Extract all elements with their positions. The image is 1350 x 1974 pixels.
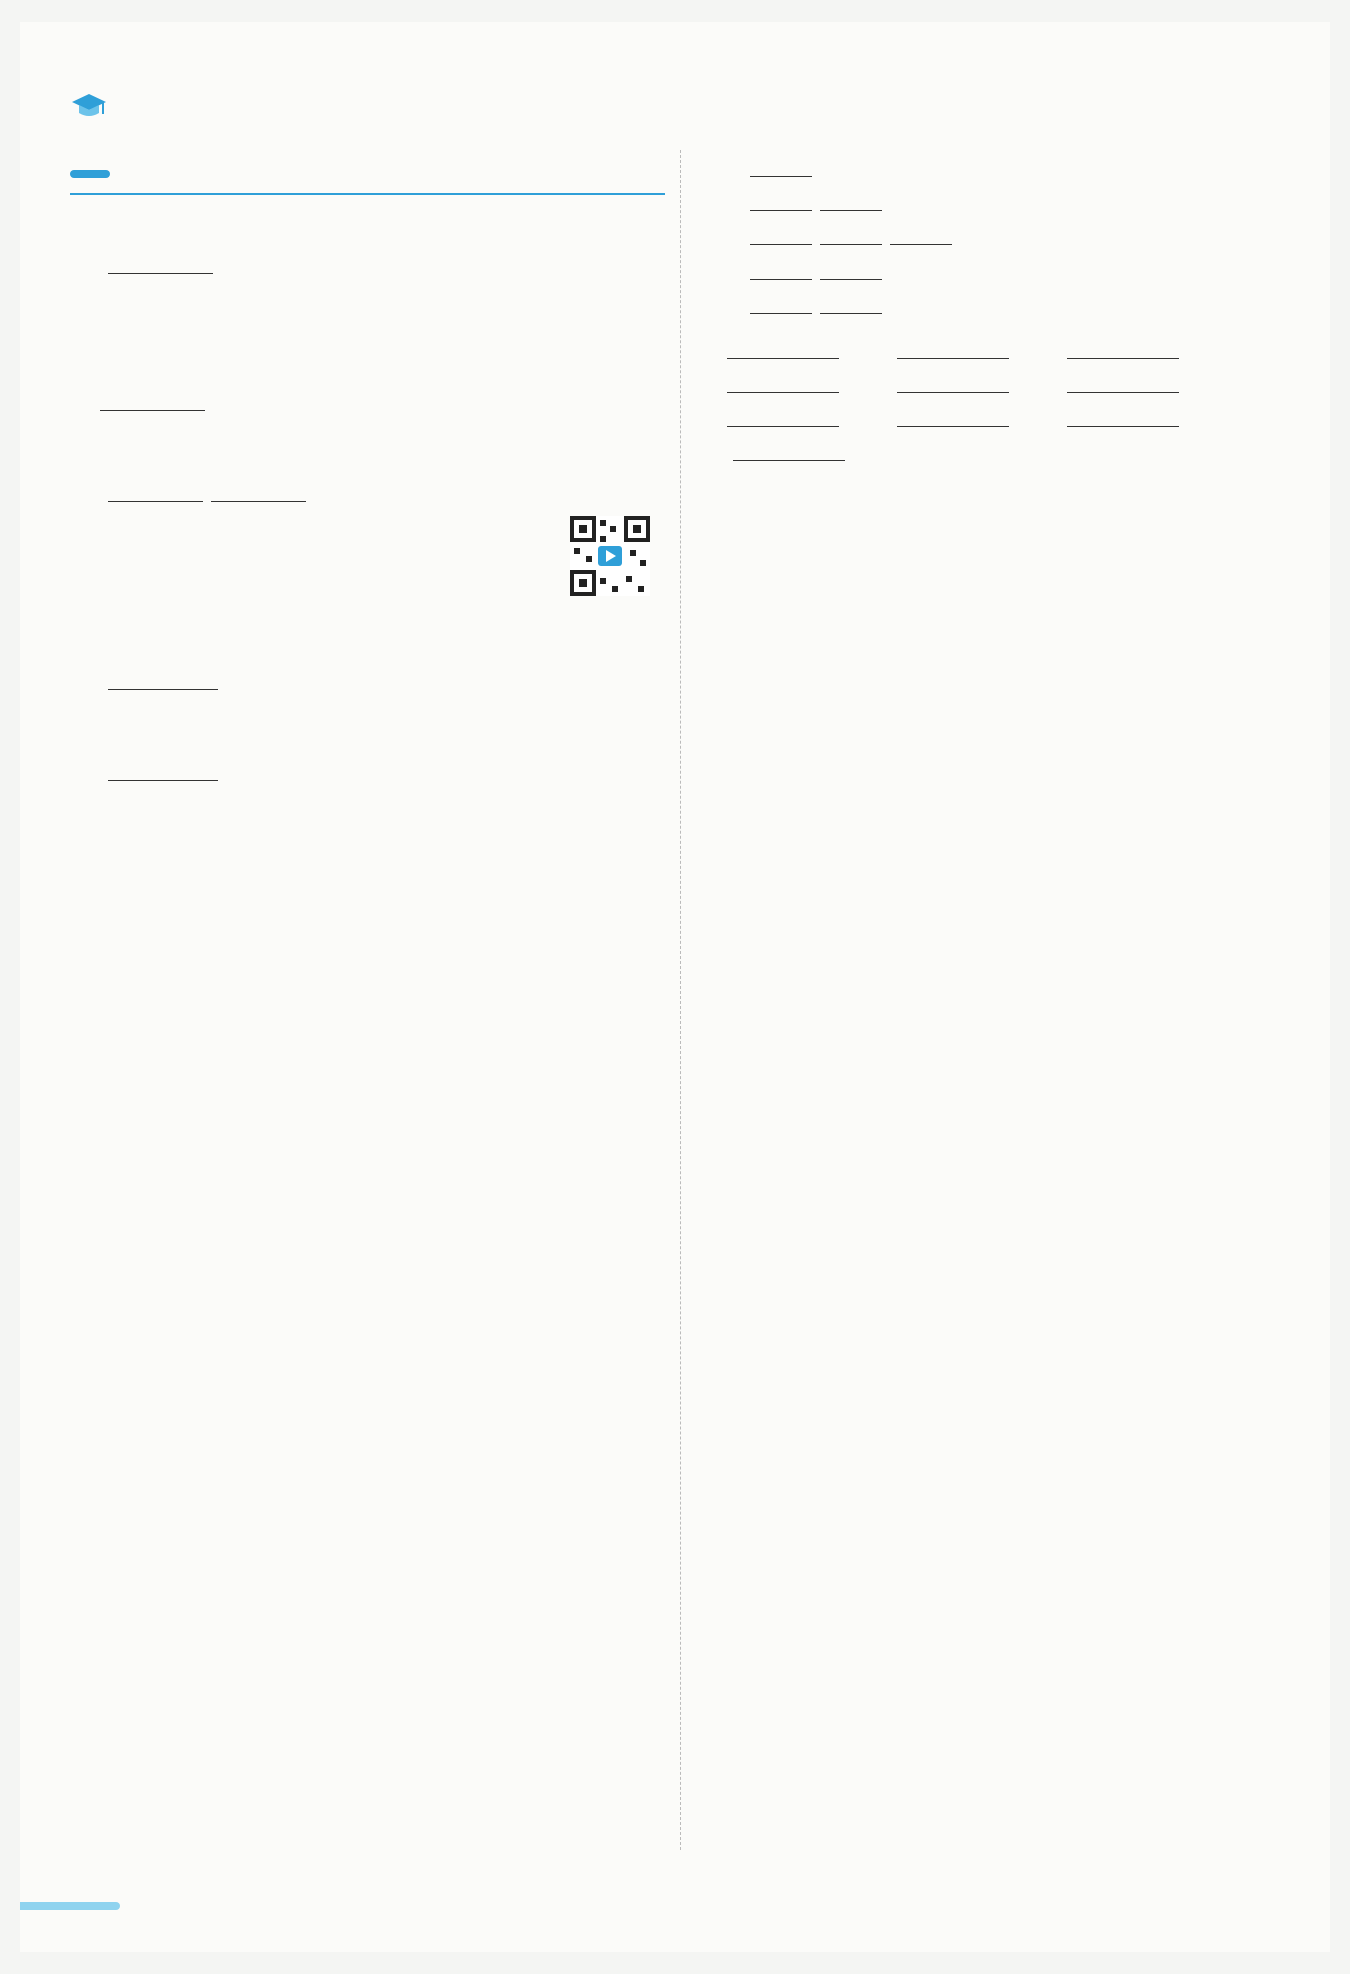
answer-blank[interactable] (100, 388, 205, 411)
question-3 (70, 471, 665, 653)
answer-blank[interactable] (108, 758, 218, 781)
answer-line[interactable] (727, 372, 839, 393)
page-number (20, 1902, 120, 1910)
answer-line[interactable] (897, 372, 1009, 393)
passage-blank-9[interactable] (750, 313, 812, 314)
passage-paragraph-4 (695, 255, 1285, 289)
banner-tag (70, 170, 110, 178)
left-column (70, 145, 665, 932)
answer-line[interactable] (897, 406, 1009, 427)
answer-blank[interactable] (108, 667, 218, 690)
exam-banner (70, 151, 665, 197)
passage-blank-6[interactable] (890, 244, 952, 245)
answer-line[interactable] (1067, 372, 1179, 393)
passage-blank-1[interactable] (750, 176, 812, 177)
passage-blank-10[interactable] (820, 313, 882, 314)
answer-line[interactable] (1067, 406, 1179, 427)
question-2 (70, 380, 665, 471)
header (70, 86, 122, 126)
answer-line[interactable] (733, 440, 845, 461)
answer-blank[interactable] (108, 251, 213, 274)
column-divider (680, 150, 681, 1850)
passage-paragraph-3 (695, 220, 1285, 254)
question-4 (70, 659, 665, 750)
answer-line[interactable] (727, 338, 839, 359)
answer-grid (695, 331, 1285, 467)
passage-blank-8[interactable] (820, 279, 882, 280)
question-1 (70, 243, 665, 380)
passage-blank-7[interactable] (750, 279, 812, 280)
question-5 (70, 750, 665, 887)
section-6-title (70, 197, 665, 243)
section-7-title (70, 886, 665, 932)
passage-blank-4[interactable] (750, 244, 812, 245)
passage-paragraph-1 (695, 152, 1285, 186)
answer-line[interactable] (897, 338, 1009, 359)
answer-line[interactable] (1067, 338, 1179, 359)
graduation-cap-icon (70, 90, 108, 122)
qr-block[interactable] (570, 516, 650, 611)
right-column (695, 152, 1285, 467)
qr-code-icon[interactable] (570, 516, 650, 596)
passage-paragraph-2 (695, 186, 1285, 220)
answer-blank[interactable] (108, 479, 203, 502)
answer-blank[interactable] (211, 479, 306, 502)
passage-blank-3[interactable] (820, 210, 882, 211)
answer-line[interactable] (727, 406, 839, 427)
passage-blank-2[interactable] (750, 210, 812, 211)
passage-paragraph-5 (695, 289, 1285, 323)
passage-blank-5[interactable] (820, 244, 882, 245)
footer (20, 1876, 1300, 1936)
